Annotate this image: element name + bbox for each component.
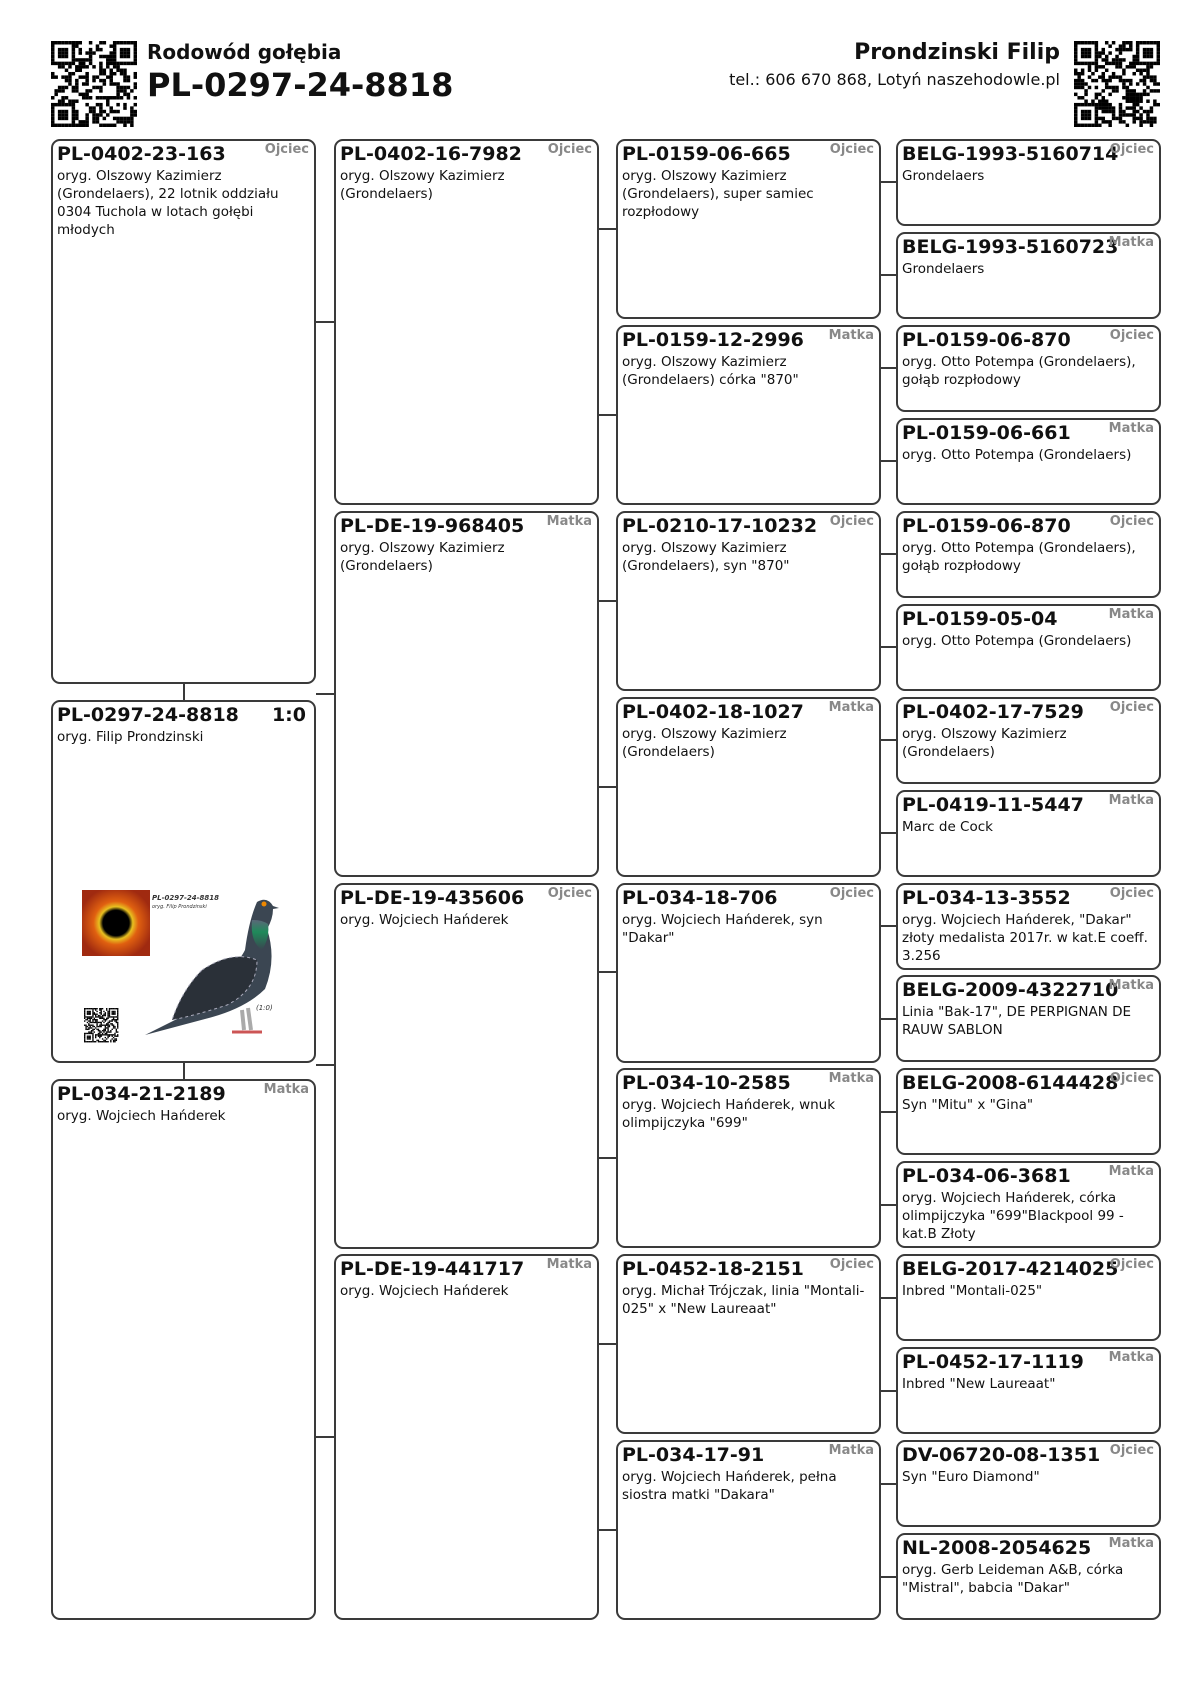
ring-number: PL-0402-17-7529 [902,701,1084,723]
ring-number: PL-0159-06-870 [902,515,1071,537]
pigeon-description: oryg. Olszowy Kazimierz (Grondelaers), syn "870" [622,540,790,574]
pedigree-card-dam[interactable] [896,1533,1161,1620]
connector-line [599,1529,616,1531]
pedigree-card-dam[interactable] [616,697,881,877]
pedigree-card-sire[interactable] [616,883,881,1063]
pigeon-description: oryg. Filip Prondzinski [57,729,204,745]
ring-number: BELG-1993-5160714 [902,143,1119,165]
svg-text:oryg. Filip Prondzinski: oryg. Filip Prondzinski [152,904,207,910]
pigeon-photo [82,890,288,1045]
pigeon-description: oryg. Olszowy Kazimierz (Grondelaers) [340,168,505,202]
pedigree-card-father[interactable] [51,139,316,684]
ring-number: BELG-2017-4214025 [902,1258,1119,1280]
pedigree-card-sire[interactable] [616,1254,881,1434]
parent-role-label: Matka [546,1257,592,1272]
pigeon-description: oryg. Wojciech Hańderek [340,912,509,928]
ring-number: PL-0452-17-1119 [902,1351,1084,1373]
connector-line [599,228,616,230]
parent-role-label: Ojciec [1109,1443,1154,1458]
connector-line [599,1343,616,1345]
pedigree-card-dam[interactable] [896,975,1161,1062]
pedigree-card-sire[interactable] [616,139,881,319]
pedigree-card-dam[interactable] [616,1440,881,1620]
connector-line [881,832,896,834]
pedigree-card-sire[interactable] [896,1068,1161,1155]
pigeon-description: oryg. Wojciech Hańderek, pełna siostra matki "Dakara" [622,1469,837,1503]
ring-number: PL-0159-06-661 [902,422,1071,444]
ring-number: PL-0402-16-7982 [340,143,522,165]
ring-number: PL-034-17-91 [622,1444,765,1466]
pigeon-description: Linia "Bak-17", DE PERPIGNAN DE RAUW SABLON [902,1004,1132,1038]
parent-role-label: Ojciec [1109,1071,1154,1086]
pigeon-description: oryg. Olszowy Kazimierz (Grondelaers) córka "870" [622,354,799,388]
ring-number: PL-DE-19-435606 [340,887,525,909]
ring-number: BELG-1993-5160723 [902,236,1119,258]
parent-role-label: Matka [1108,793,1154,808]
connector-line [599,786,616,788]
pedigree-card-mother[interactable] [51,1079,316,1620]
pedigree-card-dam[interactable] [896,604,1161,691]
ring-number: PL-034-06-3681 [902,1165,1071,1187]
pedigree-card-dam[interactable] [896,1161,1161,1248]
ring-number: PL-0159-06-870 [902,329,1071,351]
ring-number: DV-06720-08-1351 [902,1444,1101,1466]
ring-number: PL-0159-05-04 [902,608,1058,630]
pigeon-description: oryg. Olszowy Kazimierz (Grondelaers), 22 lotnik oddziału 0304 Tuchola w lotach gołębi młodych [57,168,279,238]
pedigree-card-sire[interactable] [896,1440,1161,1527]
pigeon-description: oryg. Wojciech Hańderek, "Dakar" złoty medalista 2017r. w kat.E coeff. 3.256 [902,912,1148,964]
parent-role-label: Ojciec [547,142,592,157]
parent-role-label: Matka [1108,1350,1154,1365]
svg-text:PL-0297-24-8818: PL-0297-24-8818 [152,894,220,902]
parent-role-label: Matka [828,700,874,715]
connector-line [881,1111,896,1113]
parent-role-label: Ojciec [829,514,874,529]
parent-role-label: Matka [546,514,592,529]
connector-line [316,1436,334,1438]
connector-line [316,321,334,323]
parent-role-label: Ojciec [1109,514,1154,529]
parent-role-label: Matka [1108,607,1154,622]
parent-role-label: Ojciec [264,142,309,157]
ring-number: PL-0210-17-10232 [622,515,818,537]
pigeon-description: oryg. Olszowy Kazimierz (Grondelaers) [340,540,505,574]
pigeon-description: oryg. Olszowy Kazimierz (Grondelaers), super samiec rozpłodowy [622,168,814,220]
pedigree-card-dam[interactable] [616,1068,881,1248]
pedigree-card-sire[interactable] [896,139,1161,226]
pedigree-card-dam[interactable] [616,325,881,505]
parent-role-label: Ojciec [1109,328,1154,343]
connector-line [881,1390,896,1392]
pigeon-description: oryg. Wojciech Hańderek, córka olimpijczyka "699"Blackpool 99 - kat.B Złoty [902,1190,1124,1242]
owner-contact: tel.: 606 670 868, Lotyń naszehodowle.pl [729,70,1060,89]
connector-line [881,739,896,741]
ring-number: PL-0402-23-163 [57,143,226,165]
pigeon-description: oryg. Olszowy Kazimierz (Grondelaers) [902,726,1067,760]
parent-role-label: Ojciec [1109,700,1154,715]
ring-number: PL-034-13-3552 [902,887,1071,909]
qr-code-icon [51,41,137,127]
parent-role-label: Ojciec [1109,142,1154,157]
ring-number: NL-2008-2054625 [902,1537,1092,1559]
pedigree-card-dam[interactable] [896,232,1161,319]
pigeon-description: oryg. Wojciech Hańderek, wnuk olimpijczyka "699" [622,1097,836,1131]
parent-role-label: Matka [263,1082,309,1097]
connector-line [599,971,616,973]
pedigree-card-dam[interactable] [334,1254,599,1620]
svg-text:(1:0): (1:0) [256,1004,273,1012]
parent-role-label: Matka [828,1443,874,1458]
pigeon-description: oryg. Olszowy Kazimierz (Grondelaers) [622,726,787,760]
ring-number: PL-0419-11-5447 [902,794,1084,816]
pedigree-card-dam[interactable] [896,1347,1161,1434]
connector-line [881,367,896,369]
ring-number: PL-0159-12-2996 [622,329,804,351]
pigeon-description: Inbred "New Laureaat" [902,1376,1056,1392]
ring-number: PL-DE-19-968405 [340,515,525,537]
parent-role-label: Matka [1108,1536,1154,1551]
pigeon-description: oryg. Wojciech Hańderek [340,1283,509,1299]
pigeon-description: Grondelaers [902,261,985,277]
qr-code-icon [1074,41,1160,127]
connector-line [316,1064,334,1066]
parent-role-label: Matka [1108,421,1154,436]
ring-number: PL-0297-24-8818 [57,704,239,726]
pigeon-description: Grondelaers [902,168,985,184]
parent-role-label: Matka [828,328,874,343]
parent-role-label: Ojciec [1109,1257,1154,1272]
connector-line [881,460,896,462]
connector-line [881,925,896,927]
pedigree-card-sire[interactable] [896,697,1161,784]
pedigree-card-sire[interactable] [896,511,1161,598]
parent-role-label: Matka [1108,978,1154,993]
ring-number: PL-034-21-2189 [57,1083,226,1105]
ring-number: PL-DE-19-441717 [340,1258,525,1280]
connector-line [599,1157,616,1159]
qr-code-icon [84,1008,118,1042]
connector-line [183,684,185,700]
owner-name: Prondzinski Filip [854,40,1060,65]
eye-image [82,890,150,956]
connector-line [881,646,896,648]
pedigree-card-sire[interactable] [896,325,1161,412]
pigeon-description: oryg. Wojciech Hańderek, syn "Dakar" [622,912,823,946]
connector-line [881,181,896,183]
parent-role-label: Matka [828,1071,874,1086]
pigeon-description: oryg. Otto Potempa (Grondelaers), gołąb rozpłodowy [902,540,1136,574]
pigeon-image [82,890,288,1045]
pigeon-description: Inbred "Montali-025" [902,1283,1043,1299]
parent-role-label: Matka [1108,235,1154,250]
pigeon-description: Syn "Mitu" x "Gina" [902,1097,1034,1113]
pigeon-ring-number: PL-0297-24-8818 [147,66,454,104]
connector-line [881,1576,896,1578]
ring-number: PL-034-18-706 [622,887,778,909]
connector-line [183,1063,185,1079]
connector-line [881,1204,896,1206]
ring-number: PL-0452-18-2151 [622,1258,804,1280]
pedigree-card-sire[interactable] [896,883,1161,970]
pigeon-description: oryg. Otto Potempa (Grondelaers) [902,633,1132,649]
pedigree-card-sire[interactable] [334,883,599,1249]
ring-number: BELG-2008-6144428 [902,1072,1119,1094]
connector-line [881,1018,896,1020]
parent-role-label: Ojciec [829,142,874,157]
pigeon-description: oryg. Otto Potempa (Grondelaers) [902,447,1132,463]
pedigree-card-sire[interactable] [896,1254,1161,1341]
pigeon-description: Syn "Euro Diamond" [902,1469,1040,1485]
parent-role-label: Ojciec [829,1257,874,1272]
parent-role-label: Ojciec [1109,886,1154,901]
connector-line [599,600,616,602]
connector-line [316,693,334,695]
pedigree-card-dam[interactable] [896,418,1161,505]
pedigree-card-dam[interactable] [896,790,1161,877]
pigeon-description: oryg. Otto Potempa (Grondelaers), gołąb rozpłodowy [902,354,1136,388]
pigeon-description: oryg. Gerb Leideman A&B, córka "Mistral", babcia "Dakar" [902,1562,1124,1596]
connector-line [599,414,616,416]
document-title: Rodowód gołębia [147,40,342,64]
connector-line [881,1297,896,1299]
score-label: 1:0 [271,704,306,726]
parent-role-label: Ojciec [829,886,874,901]
pigeon-description: oryg. Michał Trójczak, linia "Montali-025" x "New Laureaat" [622,1283,865,1317]
ring-number: BELG-2009-4322710 [902,979,1119,1001]
pigeon-description: Marc de Cock [902,819,993,835]
ring-number: PL-0159-06-665 [622,143,791,165]
connector-line [881,274,896,276]
parent-role-label: Ojciec [547,886,592,901]
connector-line [881,1483,896,1485]
parent-role-label: Matka [1108,1164,1154,1179]
pedigree-card-sire[interactable] [334,139,599,505]
pedigree-card-dam[interactable] [334,511,599,877]
pigeon-description: oryg. Wojciech Hańderek [57,1108,226,1124]
ring-number: PL-0402-18-1027 [622,701,804,723]
ring-number: PL-034-10-2585 [622,1072,791,1094]
pedigree-card-sire[interactable] [616,511,881,691]
connector-line [881,553,896,555]
